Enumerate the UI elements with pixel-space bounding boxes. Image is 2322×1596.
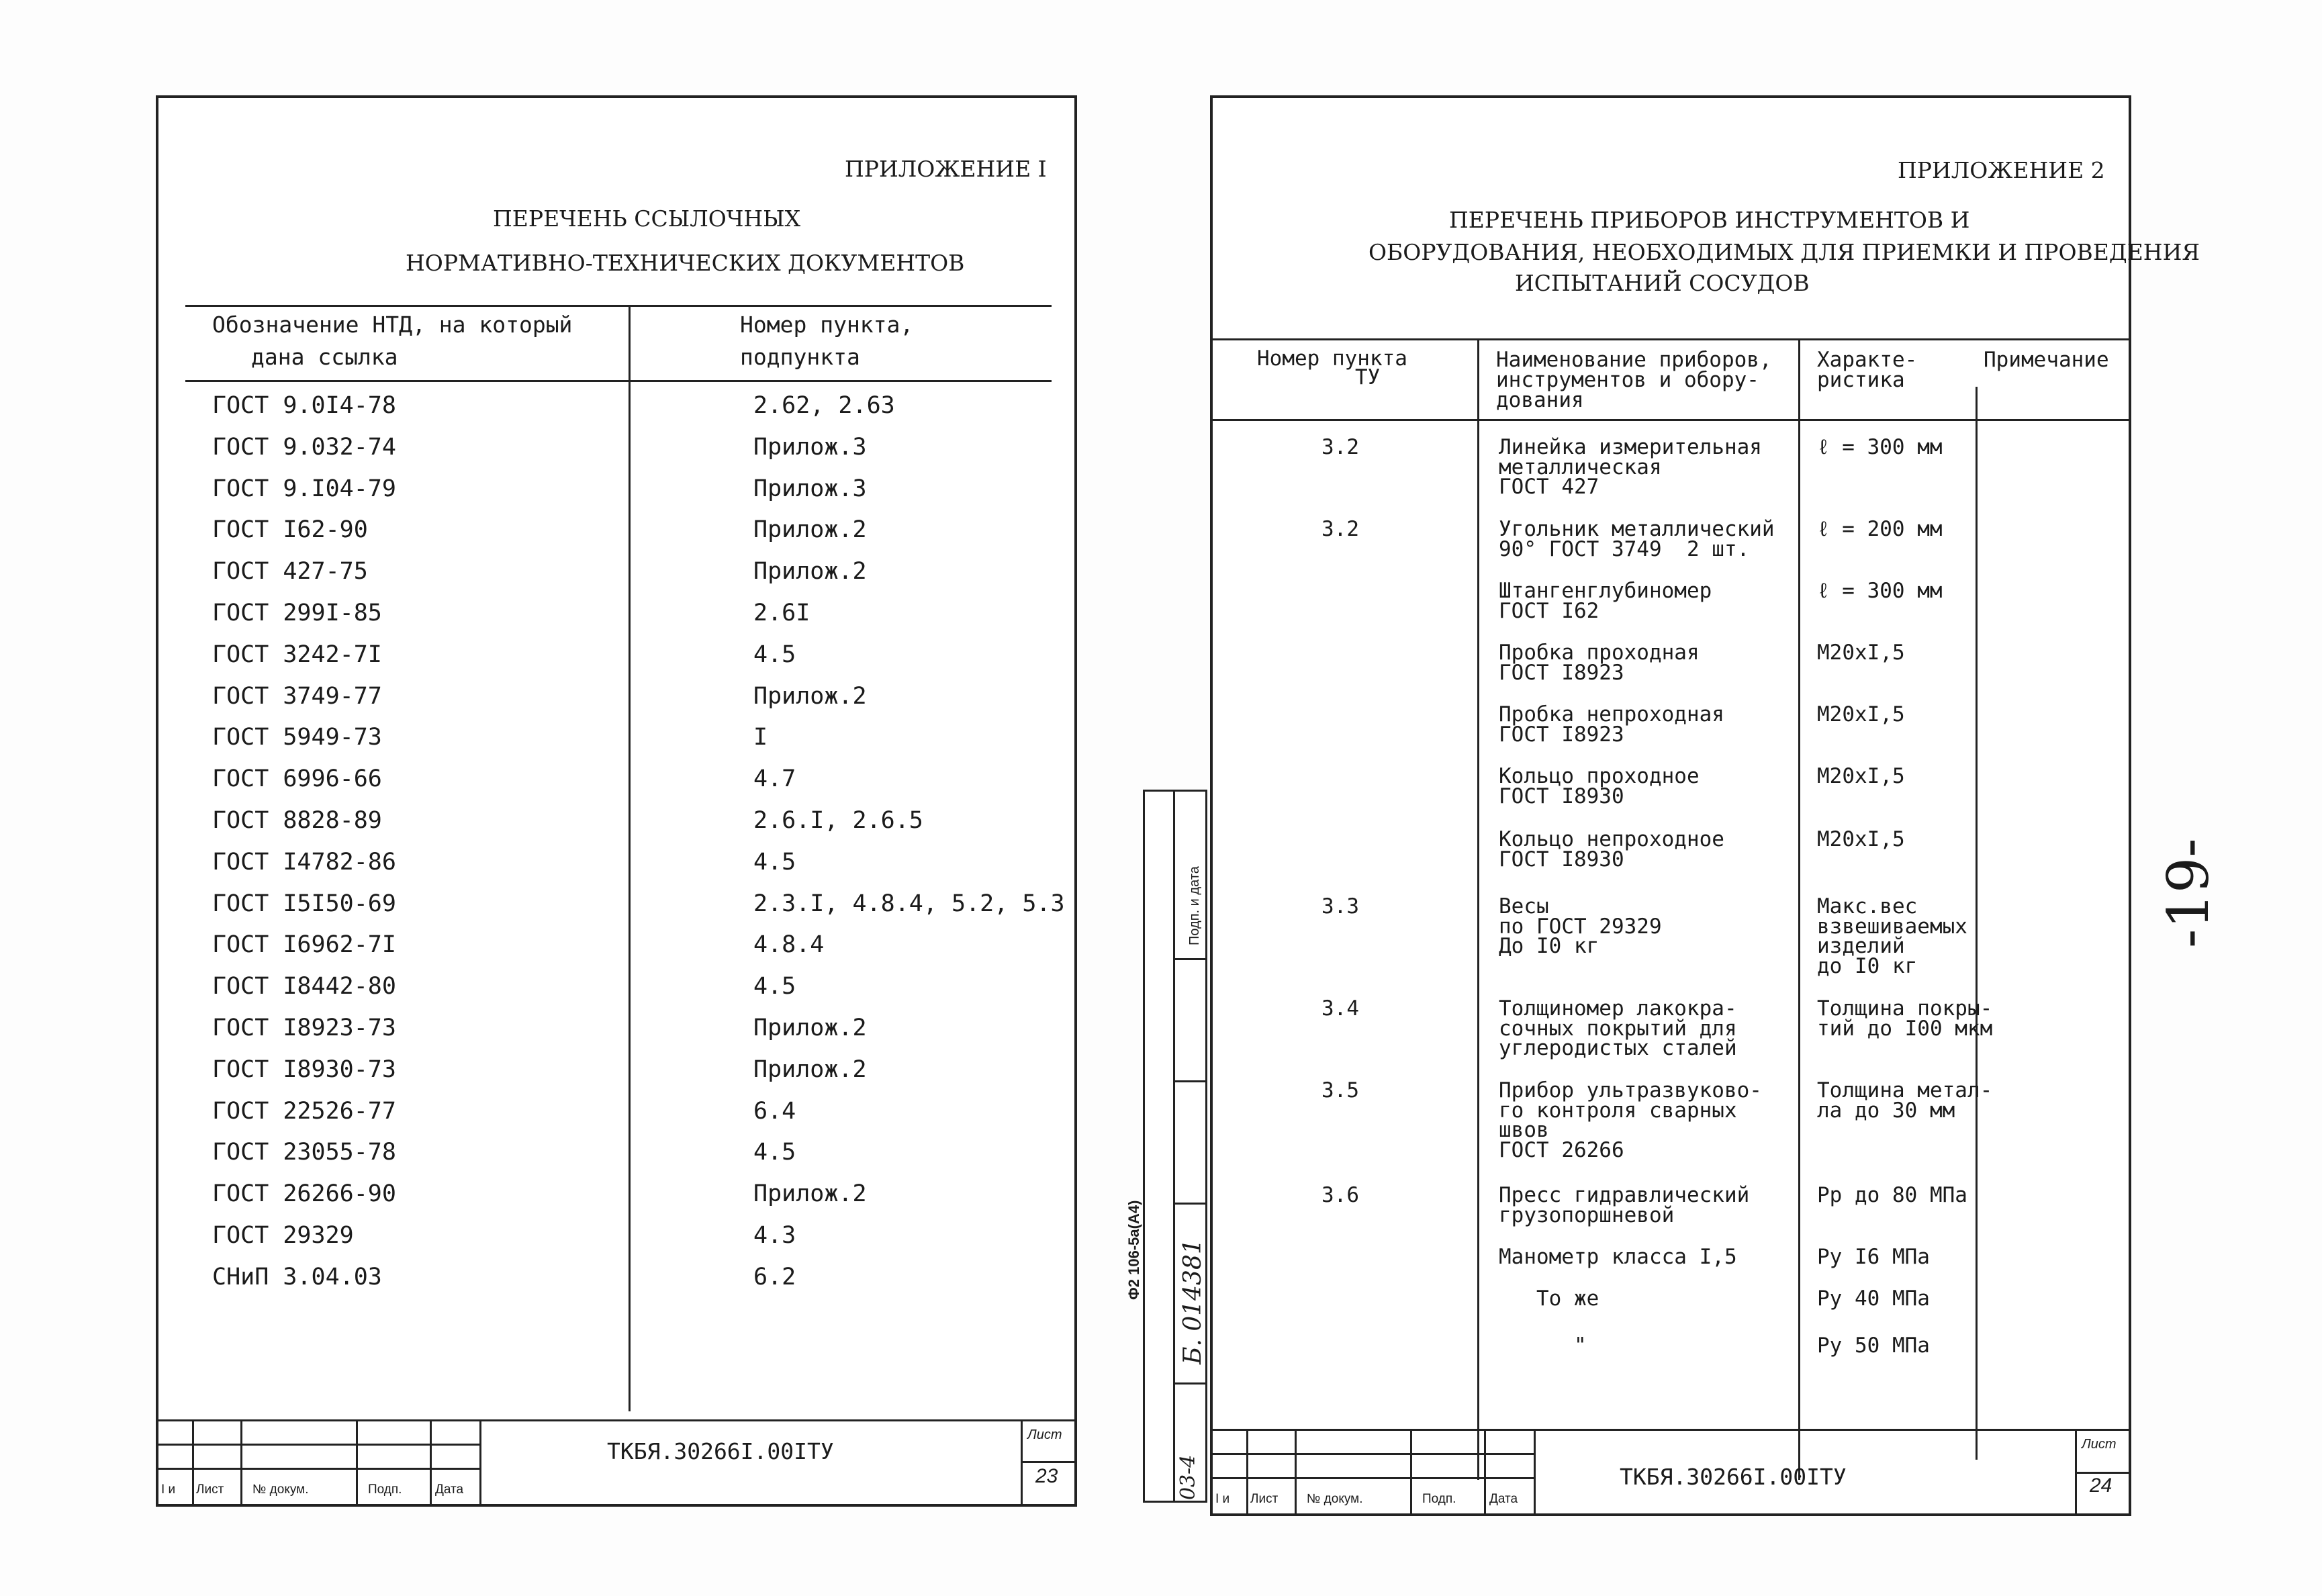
left-col2-header-line1: Номер пункта,	[740, 312, 914, 338]
right-row-name-line: Кольцо проходное	[1499, 764, 1700, 788]
left-row-ref: 2.6.I, 2.6.5	[753, 807, 923, 834]
right-row-num: 3.4	[1321, 996, 1359, 1021]
margin-inventory-number: Б. 014381	[1179, 1239, 1207, 1364]
right-stamp-docno: № докум.	[1307, 1492, 1363, 1506]
left-stamp-izm: I и	[161, 1483, 176, 1497]
right-row-name-line: швов	[1499, 1118, 1549, 1142]
left-row-doc: ГОСТ 3242-7I	[212, 641, 382, 668]
left-stamp-docno: № докум.	[252, 1483, 309, 1497]
right-row-char-line: Толщина метал-	[1817, 1078, 1993, 1102]
left-row-ref: Прилож.2	[753, 1015, 867, 1041]
right-designation: ТКБЯ.30266I.00IТУ	[1620, 1464, 1847, 1490]
left-row-doc: ГОСТ 26266-90	[212, 1180, 396, 1207]
left-row-doc: ГОСТ 23055-78	[212, 1139, 396, 1166]
right-row-name-line: Кольцо непроходное	[1499, 827, 1724, 851]
left-row-doc: ГОСТ I8923-73	[212, 1015, 396, 1041]
right-row-name-line: ГОСТ I8930	[1499, 784, 1624, 808]
right-title-line1: ПЕРЕЧЕНЬ ПРИБОРОВ ИНСТРУМЕНТОВ И	[1449, 207, 1970, 233]
right-row-name-line: 90° ГОСТ 3749 2 шт.	[1499, 537, 1750, 561]
right-row-char-line: Ру 50 МПа	[1817, 1333, 1930, 1358]
right-row-num: 3.3	[1321, 894, 1359, 919]
page-number-mark: -19-	[2155, 838, 2221, 948]
right-row-char-line: М20хI,5	[1817, 641, 1905, 665]
left-row-ref: Прилож.3	[753, 434, 867, 461]
left-row-ref: 4.5	[753, 973, 796, 1000]
right-stamp-sign: Подп.	[1422, 1492, 1456, 1506]
left-row-ref: 6.2	[753, 1264, 796, 1290]
right-stamp-date: Дата	[1489, 1492, 1518, 1506]
right-row-name-line: Манометр класса I,5	[1499, 1245, 1737, 1269]
right-header-bottom-rule	[1213, 419, 2131, 421]
right-h-name-line1: Наименование приборов,	[1496, 348, 1772, 372]
left-stamp-date: Дата	[435, 1483, 464, 1497]
right-row-name-line: углеродистых сталей	[1499, 1036, 1737, 1060]
right-col-divider-1	[1477, 338, 1479, 1480]
right-title-line3: ИСПЫТАНИЙ СОСУДОВ	[1515, 270, 1810, 296]
left-row-doc: ГОСТ 6996-66	[212, 765, 382, 792]
right-row-char-line: изделий	[1817, 934, 1905, 958]
left-row-ref: 2.6I	[753, 600, 810, 626]
left-row-ref: Прилож.2	[753, 683, 867, 710]
left-row-ref: 4.5	[753, 849, 796, 876]
right-appendix-label: ПРИЛОЖЕНИЕ 2	[1898, 157, 2105, 183]
left-row-ref: 4.3	[753, 1222, 796, 1249]
right-row-name-line: Штангенглубиномер	[1499, 579, 1712, 603]
right-row-num: 3.6	[1321, 1183, 1359, 1207]
left-row-ref: Прилож.2	[753, 558, 867, 585]
left-row-ref: 2.3.I, 4.8.4, 5.2, 5.3	[753, 890, 1065, 917]
right-row-char-line: взвешиваемых	[1817, 914, 1967, 939]
right-row-name-line: ГОСТ I62	[1499, 599, 1599, 623]
left-row-doc: СНиП 3.04.03	[212, 1264, 382, 1290]
right-row-char-line: Рр до 80 МПа	[1817, 1183, 1967, 1207]
right-row-name-line: Прибор ультразвуково-	[1499, 1078, 1762, 1102]
left-sheet-label: Лист	[1027, 1427, 1062, 1442]
margin-sign-date: Подп. и дата	[1187, 866, 1202, 945]
right-row-char-line: М20хI,5	[1817, 764, 1905, 788]
left-sheet-number: 23	[1035, 1465, 1058, 1487]
left-row-ref: 4.5	[753, 1139, 796, 1166]
right-row-char-line: ℓ = 200 мм	[1817, 517, 1943, 541]
right-row-name-line: Угольник металлический	[1499, 517, 1775, 541]
left-titleblock-top	[158, 1419, 1077, 1421]
left-title-line2: НОРМАТИВНО-ТЕХНИЧЕСКИХ ДОКУМЕНТОВ	[406, 250, 965, 276]
right-row-num: 3.2	[1321, 435, 1359, 459]
right-row-name-line: ГОСТ I8923	[1499, 661, 1624, 685]
left-header-bottom-rule	[185, 380, 1052, 382]
right-row-name-line: То же	[1499, 1286, 1599, 1311]
left-row-doc: ГОСТ 22526-77	[212, 1098, 396, 1125]
left-row-ref: Прилож.2	[753, 516, 867, 543]
left-row-doc: ГОСТ I4782-86	[212, 849, 396, 876]
right-sheet-number: 24	[2090, 1474, 2112, 1497]
right-row-name-line: по ГОСТ 29329	[1499, 914, 1662, 939]
right-h-note: Примечание	[1984, 348, 2109, 372]
left-row-ref: 2.62, 2.63	[753, 392, 895, 419]
right-titleblock-top	[1213, 1429, 2131, 1431]
left-row-doc: ГОСТ I6962-7I	[212, 931, 396, 958]
margin-inventory-small: 03-4	[1176, 1454, 1200, 1500]
right-row-char-line: тий до I00 мкм	[1817, 1017, 1993, 1041]
left-row-doc: ГОСТ 9.032-74	[212, 434, 396, 461]
right-stamp-list: Лист	[1250, 1492, 1279, 1506]
left-row-doc: ГОСТ 9.I04-79	[212, 475, 396, 502]
left-row-doc: ГОСТ I8930-73	[212, 1056, 396, 1083]
right-row-char-line: Толщина покры-	[1817, 996, 1993, 1021]
left-row-doc: ГОСТ 5949-73	[212, 724, 382, 751]
right-row-char-line: ℓ = 300 мм	[1817, 579, 1943, 603]
right-row-char-line: до I0 кг	[1817, 954, 1918, 978]
left-title-line1: ПЕРЕЧЕНЬ ССЫЛОЧНЫХ	[493, 205, 801, 232]
left-row-ref: Прилож.3	[753, 475, 867, 502]
right-row-char-line: ℓ = 300 мм	[1817, 435, 1943, 459]
right-sheet-label: Лист	[2082, 1437, 2117, 1452]
left-titleblock-mid	[158, 1444, 481, 1446]
left-col1-header-line1: Обозначение НТД, на который	[212, 312, 573, 338]
left-row-ref: 6.4	[753, 1098, 796, 1125]
right-row-char-line: Ру I6 МПа	[1817, 1245, 1930, 1269]
left-col2-header-line2: подпункта	[740, 344, 860, 370]
left-row-ref: I	[753, 724, 768, 751]
right-row-name-line: Пробка проходная	[1499, 641, 1700, 665]
right-col-divider-3	[1976, 387, 1978, 1460]
right-row-char-line: Макс.вес	[1817, 894, 1918, 919]
right-row-name-line: ГОСТ I8923	[1499, 722, 1624, 747]
right-row-name-line: "	[1499, 1333, 1587, 1358]
left-titleblock-mid2	[158, 1468, 481, 1470]
left-sheet	[156, 95, 1077, 1507]
right-row-name-line: ГОСТ I8930	[1499, 847, 1624, 872]
right-h-num-line1: Номер пункта	[1257, 346, 1407, 371]
left-row-doc: ГОСТ 299I-85	[212, 600, 382, 626]
right-row-name-line: грузопоршневой	[1499, 1203, 1675, 1227]
right-h-num-line2: ТУ	[1355, 365, 1381, 389]
right-h-char-line2: ристика	[1817, 368, 1905, 392]
right-h-name-line3: дования	[1496, 388, 1584, 412]
right-row-name-line: ГОСТ 427	[1499, 475, 1599, 499]
left-stamp-sign: Подп.	[368, 1483, 402, 1497]
left-stamp-list: Лист	[196, 1483, 224, 1497]
right-title-line2: ОБОРУДОВАНИЯ, НЕОБХОДИМЫХ ДЛЯ ПРИЕМКИ И ПРОВЕДЕНИЯ	[1368, 239, 2200, 265]
left-row-ref: 4.8.4	[753, 931, 825, 958]
left-row-doc: ГОСТ I8442-80	[212, 973, 396, 1000]
right-row-name-line: Толщиномер лакокра-	[1499, 996, 1737, 1021]
left-row-doc: ГОСТ 9.0I4-78	[212, 392, 396, 419]
right-row-name-line: Весы	[1499, 894, 1549, 919]
right-row-char-line: Ру 40 МПа	[1817, 1286, 1930, 1311]
right-h-name-line2: инструментов и обору-	[1496, 368, 1759, 392]
right-col-divider-2	[1798, 338, 1800, 1480]
right-row-name-line: го контроля сварных	[1499, 1098, 1737, 1123]
left-designation: ТКБЯ.30266I.00IТУ	[607, 1438, 834, 1464]
left-row-ref: Прилож.2	[753, 1056, 867, 1083]
left-row-ref: Прилож.2	[753, 1180, 867, 1207]
right-row-name-line: сочных покрытий для	[1499, 1017, 1737, 1041]
left-column-divider	[629, 305, 631, 1411]
left-appendix-label: ПРИЛОЖЕНИЕ I	[845, 156, 1047, 182]
left-col1-header-line2: дана ссылка	[251, 344, 398, 370]
right-h-char-line1: Характе-	[1817, 348, 1918, 372]
right-row-name-line: До I0 кг	[1499, 934, 1599, 958]
right-row-name-line: Линейка измерительная	[1499, 435, 1762, 459]
right-row-num: 3.5	[1321, 1078, 1359, 1102]
margin-form-code: Ф2 106-5а(А4)	[1125, 1200, 1142, 1300]
left-row-doc: ГОСТ 8828-89	[212, 807, 382, 834]
left-table-top-rule	[185, 305, 1052, 307]
left-row-ref: 4.5	[753, 641, 796, 668]
left-row-doc: ГОСТ I5I50-69	[212, 890, 396, 917]
right-row-char-line: М20хI,5	[1817, 827, 1905, 851]
right-row-name-line: Пресс гидравлический	[1499, 1183, 1750, 1207]
right-row-name-line: ГОСТ 26266	[1499, 1138, 1624, 1162]
left-row-doc: ГОСТ I62-90	[212, 516, 368, 543]
right-row-name-line: металлическая	[1499, 455, 1662, 479]
left-row-doc: ГОСТ 29329	[212, 1222, 354, 1249]
right-row-char-line: М20хI,5	[1817, 702, 1905, 726]
right-row-num: 3.2	[1321, 517, 1359, 541]
left-row-doc: ГОСТ 3749-77	[212, 683, 382, 710]
right-row-name-line: Пробка непроходная	[1499, 702, 1724, 726]
left-row-ref: 4.7	[753, 765, 796, 792]
right-table-top-rule	[1213, 338, 2131, 340]
right-row-char-line: ла до 30 мм	[1817, 1098, 1955, 1123]
left-row-doc: ГОСТ 427-75	[212, 558, 368, 585]
right-stamp-izm: I и	[1215, 1492, 1230, 1506]
